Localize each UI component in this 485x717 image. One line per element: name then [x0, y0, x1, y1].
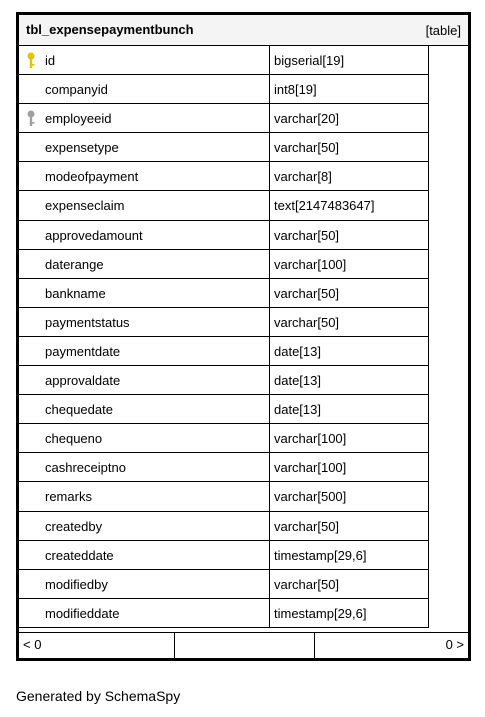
column-type: varchar[50]	[274, 576, 340, 592]
column-type: varchar[100]	[274, 460, 347, 476]
column-extra-cell	[429, 250, 468, 279]
table-row	[19, 541, 468, 570]
generated-by-text: Generated by SchemaSpy	[16, 688, 181, 704]
column-type-cell	[270, 104, 429, 133]
column-name: bankname	[45, 285, 106, 301]
column-type-cell	[270, 482, 429, 511]
column-type: varchar[50]	[274, 285, 340, 301]
column-type-cell	[270, 250, 429, 279]
column-type: varchar[20]	[274, 111, 340, 127]
column-extra-cell	[429, 395, 468, 424]
column-extra-cell	[429, 424, 468, 453]
column-extra-cell	[429, 221, 468, 250]
column-name: remarks	[45, 489, 92, 505]
column-type: date[13]	[274, 373, 321, 389]
footer-parents-count: 0 >	[445, 637, 464, 652]
column-extra-cell	[429, 75, 468, 104]
column-name-cell	[19, 482, 270, 511]
table-row	[19, 104, 468, 133]
column-type-cell	[270, 133, 429, 162]
column-name: expensetype	[45, 140, 119, 156]
column-type-cell	[270, 424, 429, 453]
column-type: varchar[100]	[274, 431, 347, 447]
column-extra-cell	[429, 279, 468, 308]
column-type: timestamp[29,6]	[274, 605, 367, 621]
column-name-cell	[19, 424, 270, 453]
table-box	[16, 12, 471, 661]
table-row	[19, 46, 468, 75]
column-name: chequeno	[45, 431, 103, 447]
column-name: paymentstatus	[45, 314, 130, 330]
column-name-cell	[19, 395, 270, 424]
column-name: modifiedby	[45, 576, 108, 592]
column-extra-cell	[429, 512, 468, 541]
table-row	[19, 366, 468, 395]
column-type: varchar[50]	[274, 518, 340, 534]
column-name: cashreceiptno	[45, 460, 126, 476]
footer-cell-middle	[175, 633, 315, 658]
column-extra-cell	[429, 308, 468, 337]
column-name: createddate	[45, 547, 114, 563]
table-row	[19, 221, 468, 250]
column-type: timestamp[29,6]	[274, 547, 367, 563]
column-name: createdby	[45, 518, 103, 534]
column-type-cell	[270, 191, 429, 220]
column-type-cell	[270, 599, 429, 628]
column-type: varchar[100]	[274, 256, 347, 272]
column-name-cell	[19, 162, 270, 191]
column-name: paymentdate	[45, 343, 121, 359]
column-name-cell	[19, 337, 270, 366]
column-name-cell	[19, 250, 270, 279]
table-header	[19, 15, 468, 46]
table-row	[19, 453, 468, 482]
table-row	[19, 133, 468, 162]
column-extra-cell	[429, 453, 468, 482]
column-list	[19, 46, 468, 628]
column-extra-cell	[429, 46, 468, 75]
column-name-cell	[19, 46, 270, 75]
column-name: approvaldate	[45, 373, 121, 389]
column-type-cell	[270, 46, 429, 75]
table-kind: [table]	[425, 23, 461, 38]
footer-children-count: < 0	[23, 637, 42, 652]
column-type: bigserial[19]	[274, 53, 345, 68]
column-extra-cell	[429, 570, 468, 599]
column-name: expenseclaim	[45, 198, 125, 214]
table-row	[19, 424, 468, 453]
column-type-cell	[270, 221, 429, 250]
column-extra-cell	[429, 162, 468, 191]
column-name-cell	[19, 453, 270, 482]
column-type: text[2147483647]	[274, 198, 375, 214]
table-row	[19, 250, 468, 279]
footer-cell-children	[19, 633, 175, 658]
table-row	[19, 482, 468, 511]
column-name-cell	[19, 133, 270, 162]
column-name-cell	[19, 75, 270, 104]
table-row	[19, 599, 468, 628]
table-row	[19, 162, 468, 191]
column-type-cell	[270, 75, 429, 104]
column-extra-cell	[429, 104, 468, 133]
column-type: date[13]	[274, 402, 321, 418]
column-type-cell	[270, 337, 429, 366]
table-row	[19, 191, 468, 220]
column-type-cell	[270, 162, 429, 191]
column-extra-cell	[429, 541, 468, 570]
primary-key-icon	[25, 52, 37, 70]
column-name-cell	[19, 308, 270, 337]
column-name: employeeid	[45, 111, 112, 127]
column-name-cell	[19, 279, 270, 308]
column-name-cell	[19, 191, 270, 220]
column-name-cell	[19, 512, 270, 541]
column-extra-cell	[429, 599, 468, 628]
column-extra-cell	[429, 366, 468, 395]
column-name: chequedate	[45, 402, 113, 418]
column-name-cell	[19, 104, 270, 133]
column-type: varchar[50]	[274, 140, 340, 156]
column-extra-cell	[429, 191, 468, 220]
column-extra-cell	[429, 337, 468, 366]
column-type: date[13]	[274, 343, 321, 359]
table-name: tbl_expensepaymentbunch	[26, 22, 194, 37]
column-name-cell	[19, 599, 270, 628]
column-type-cell	[270, 512, 429, 541]
table-footer	[19, 632, 468, 658]
footer-cell-parents	[315, 633, 468, 658]
table-row	[19, 570, 468, 599]
column-name: daterange	[45, 256, 104, 272]
column-type: varchar[50]	[274, 227, 340, 243]
table-row	[19, 512, 468, 541]
column-type-cell	[270, 308, 429, 337]
column-type: varchar[50]	[274, 314, 340, 330]
column-name: modeofpayment	[45, 169, 139, 185]
column-type-cell	[270, 541, 429, 570]
table-row	[19, 395, 468, 424]
column-type-cell	[270, 395, 429, 424]
column-type: varchar[8]	[274, 169, 332, 185]
column-extra-cell	[429, 482, 468, 511]
column-type-cell	[270, 279, 429, 308]
table-row	[19, 308, 468, 337]
table-row	[19, 279, 468, 308]
column-type-cell	[270, 570, 429, 599]
column-name: approvedamount	[45, 227, 143, 243]
column-name-cell	[19, 221, 270, 250]
column-type-cell	[270, 366, 429, 395]
column-type: varchar[500]	[274, 489, 347, 505]
table-row	[19, 337, 468, 366]
column-extra-cell	[429, 133, 468, 162]
column-name-cell	[19, 366, 270, 395]
foreign-key-icon	[25, 110, 37, 128]
column-name-cell	[19, 541, 270, 570]
column-name-cell	[19, 570, 270, 599]
table-row	[19, 75, 468, 104]
column-name: companyid	[45, 82, 108, 98]
column-type-cell	[270, 453, 429, 482]
column-name: modifieddate	[45, 605, 120, 621]
column-type: int8[19]	[274, 82, 317, 98]
column-name: id	[45, 53, 56, 68]
